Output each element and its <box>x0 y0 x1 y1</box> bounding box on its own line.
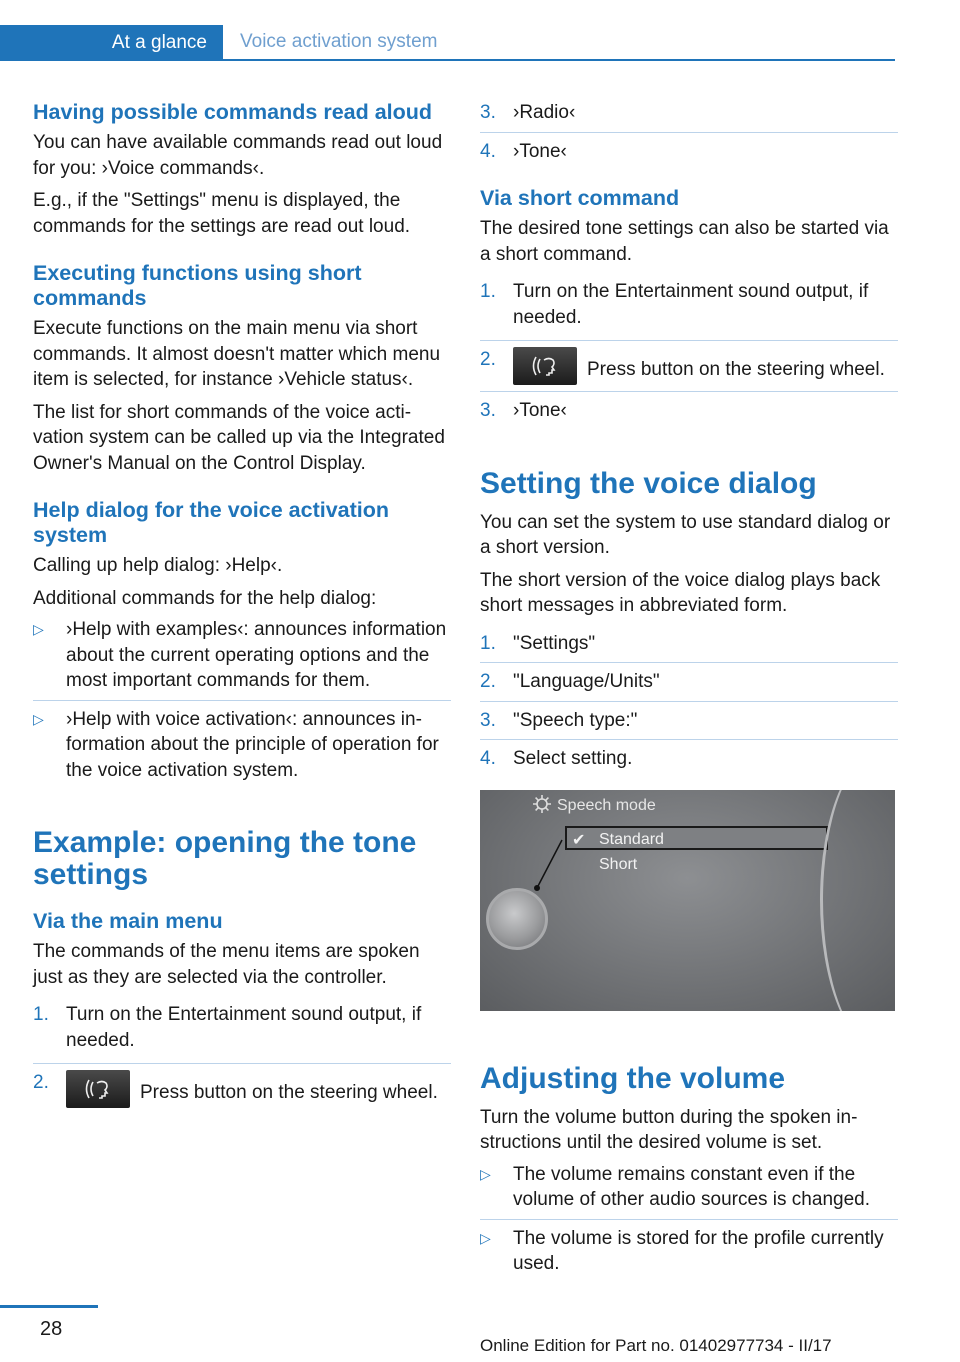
short-steps-list <box>480 279 898 424</box>
step-text: ›Radio‹ <box>513 102 576 123</box>
voice-button-image <box>66 1070 130 1108</box>
screen-edge-arc <box>820 790 895 1011</box>
menu-steps-cont-list <box>480 100 898 164</box>
speech-mode-screen-image <box>480 790 895 1011</box>
step-text: "Language/Units" <box>513 671 660 692</box>
step-number: 2. <box>480 671 496 692</box>
screen-title: Speech mode <box>557 796 656 814</box>
paragraph: The desired tone settings can also be started via a short command. <box>480 218 889 265</box>
controller-knob-icon <box>486 888 548 950</box>
list-item-text: The volume is stored for the profile currently used. <box>513 1227 884 1274</box>
paragraph: E.g., if the "Settings" menu is displayed, the commands for the settings are read out loud. <box>33 190 411 237</box>
screen-option-other: Short <box>599 855 638 873</box>
list-item <box>33 700 451 784</box>
list-item <box>480 739 898 772</box>
paragraph: You can have available commands read out loud for you: ›Voice commands‹. <box>33 132 443 179</box>
right-column <box>480 100 898 1277</box>
heading-via-short: Via short command <box>480 186 680 210</box>
step-text: Select setting. <box>513 748 633 769</box>
section-tab <box>0 25 223 61</box>
dialog-steps-list <box>480 631 898 772</box>
step-number: 4. <box>480 748 496 769</box>
paragraph: Calling up help dialog: ›Help‹. <box>33 555 283 576</box>
voice-speech-icon <box>85 1078 111 1100</box>
chapter-label: Voice activation system <box>240 31 438 52</box>
heading-via-menu: Via the main menu <box>33 909 223 933</box>
list-item-text: ›Help with voice activation‹: announces information about the principle of operation for the voice activation system. <box>66 708 439 781</box>
paragraph: The commands of the menu items are spoken just as they are selected via the controller. <box>33 941 420 988</box>
step-number: 3. <box>480 400 496 421</box>
screen-option-selected: Standard <box>599 830 664 848</box>
triangle-bullet-icon: ▷ <box>480 1165 491 1182</box>
page-header <box>0 25 895 62</box>
volume-list <box>480 1162 898 1277</box>
check-icon: ✔ <box>572 831 586 849</box>
menu-steps-list <box>33 1002 451 1108</box>
section-label: At a glance <box>111 32 207 53</box>
triangle-bullet-icon: ▷ <box>480 1229 491 1246</box>
step-number: 3. <box>480 102 496 123</box>
step-number: 1. <box>480 281 496 302</box>
left-column <box>33 100 451 1108</box>
heading-volume: Adjusting the volume <box>480 1061 786 1095</box>
list-item <box>480 1162 898 1213</box>
list-item <box>480 340 898 385</box>
heading-voice-dialog: Setting the voice dialog <box>480 466 817 500</box>
list-item <box>480 1219 898 1277</box>
list-item <box>480 662 898 695</box>
step-number: 3. <box>480 709 496 731</box>
heading-read-aloud: Having possible commands read aloud <box>33 100 433 124</box>
list-item <box>480 701 898 734</box>
footer-rule <box>0 1305 98 1308</box>
step-text: Turn on the Entertainment sound output, if needed. <box>513 281 869 328</box>
step-text: Press button on the steering wheel. <box>587 359 885 380</box>
step-text: Press button on the steering wheel. <box>140 1082 438 1103</box>
list-item <box>33 1063 451 1108</box>
edition-line: Online Edition for Part no. 01402977734 - II/17 <box>480 1336 832 1355</box>
voice-button-image <box>513 347 577 385</box>
list-item <box>480 279 898 330</box>
step-number: 1. <box>480 632 496 654</box>
list-item <box>33 1002 451 1053</box>
list-item <box>480 631 898 657</box>
list-item-text: The volume remains constant even if the volume of other audio sources is changed. <box>513 1163 870 1210</box>
step-number: 4. <box>480 140 496 162</box>
list-item <box>480 391 898 424</box>
step-number: 1. <box>33 1004 49 1025</box>
step-text: ›Tone‹ <box>513 140 567 162</box>
paragraph: Turn the volume button during the spoken instructions until the desired volume is set. <box>480 1106 858 1153</box>
heading-short-commands: Executing functions using short commands <box>33 261 362 310</box>
help-list <box>33 617 451 783</box>
triangle-bullet-icon: ▷ <box>33 710 44 727</box>
step-text: Turn on the Entertainment sound output, if needed. <box>66 1004 422 1051</box>
step-number: 2. <box>33 1072 49 1093</box>
paragraph: You can set the system to use standard dialog or a short version. <box>480 511 891 558</box>
paragraph: Execute functions on the main menu via short commands. It almost doesn't matter which menu item is selected, for instance ›Vehicle status‹. <box>33 318 441 390</box>
step-number: 2. <box>480 349 496 370</box>
heading-help-dialog: Help dialog for the voice activation system <box>33 498 390 547</box>
list-item <box>480 132 898 165</box>
paragraph: The short version of the voice dialog plays back short messages in abbreviated form. <box>480 569 881 616</box>
triangle-bullet-icon: ▷ <box>33 621 44 637</box>
heading-example: Example: opening the tone settings <box>33 826 417 891</box>
page-number: 28 <box>40 1318 63 1340</box>
step-text: ›Tone‹ <box>513 400 567 421</box>
paragraph: The list for short commands of the voice activation system can be called up via the Integrated Owner's Manual on the Control Display. <box>33 401 445 474</box>
list-item <box>33 617 451 694</box>
voice-speech-icon <box>532 355 558 377</box>
list-item <box>480 100 898 126</box>
list-item-text: ›Help with examples‹: announces information about the current operating options and the most important commands for them. <box>66 619 447 691</box>
paragraph: Additional commands for the help dialog: <box>33 587 377 609</box>
step-text: "Settings" <box>513 632 596 654</box>
step-text: "Speech type:" <box>513 709 638 731</box>
chapter-tab <box>223 25 895 61</box>
